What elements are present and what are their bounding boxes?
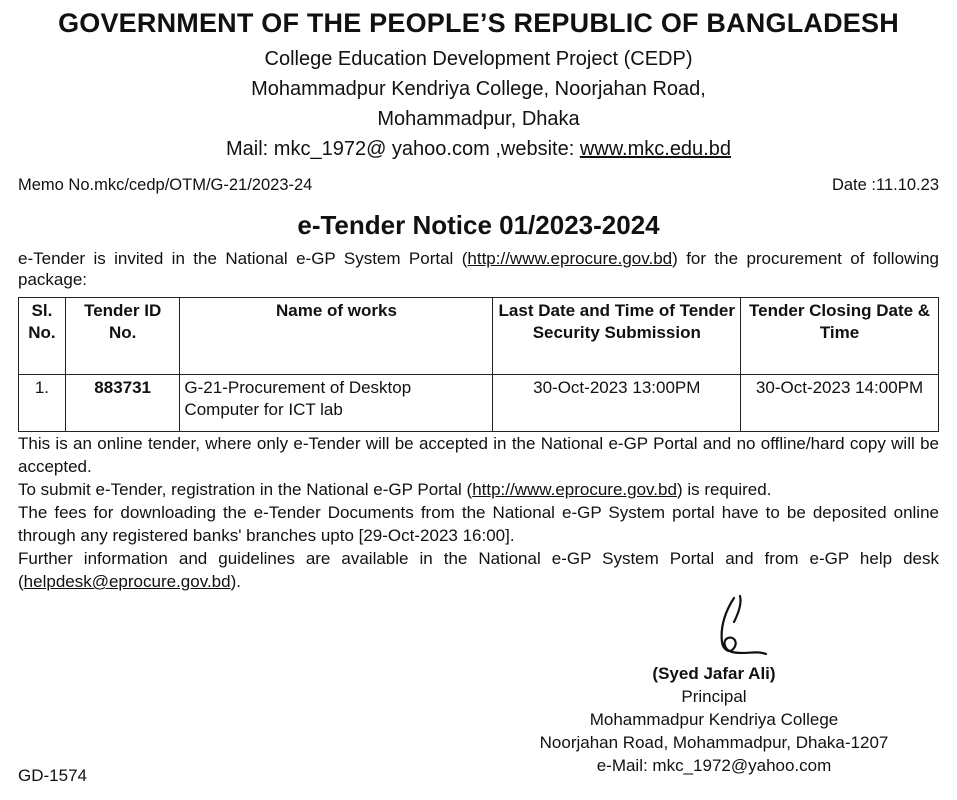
signatory-address: Noorjahan Road, Mohammadpur, Dhaka-1207 xyxy=(539,733,889,752)
instructions xyxy=(18,432,939,593)
cell-tender-id: 883731 xyxy=(65,375,180,432)
header-sl: Sl. No. xyxy=(19,298,66,375)
government-title: GOVERNMENT OF THE PEOPLE’S REPUBLIC OF BANGLADESH xyxy=(58,8,899,38)
gd-code: GD-1574 xyxy=(18,766,87,785)
notice-title: e-Tender Notice 01/2023-2024 xyxy=(297,210,660,240)
instruction-helpdesk: Further information and guidelines are available in the National e-GP System Portal and from e-GP help desk (helpdesk@eprocure.gov.bd). xyxy=(18,549,939,591)
header-security-deadline: Last Date and Time of Tender Security Submission xyxy=(493,298,741,375)
tender-table xyxy=(18,297,939,432)
memo-date: Date :11.10.23 xyxy=(831,176,939,194)
project-name: College Education Development Project (CEDP) xyxy=(264,48,693,70)
eprocure-link[interactable]: http://www.eprocure.gov.bd xyxy=(467,249,673,268)
eprocure-link-2[interactable]: http://www.eprocure.gov.bd xyxy=(472,480,677,499)
header-closing: Tender Closing Date & Time xyxy=(741,298,939,375)
instruction-registration: To submit e-Tender, registration in the National e-GP Portal (http://www.eprocure.gov.bd) is required. xyxy=(18,480,772,499)
signatory-name: (Syed Jafar Ali) xyxy=(652,664,776,683)
signatory-email: e-Mail: mkc_1972@yahoo.com xyxy=(596,756,832,775)
cell-name-of-works: G-21-Procurement of Desktop Computer for ICT lab xyxy=(180,375,493,432)
intro-paragraph xyxy=(18,248,939,290)
contact-line xyxy=(14,138,943,161)
header-tender-id: Tender ID No. xyxy=(65,298,180,375)
college-address-line: Mohammadpur Kendriya College, Noorjahan Road, xyxy=(251,78,706,100)
intro-text-end: ) for the procurement of following package: xyxy=(18,249,939,289)
header-name-of-works: Name of works xyxy=(180,298,493,375)
signatory-title: Principal xyxy=(681,687,747,706)
cell-closing: 30-Oct-2023 14:00PM xyxy=(741,375,939,432)
instruction-fees: The fees for downloading the e-Tender Documents from the National e-GP System portal have to be deposited online through any registered banks' branches upto [29-Oct-2023 16:00]. xyxy=(18,503,939,545)
cell-sl: 1. xyxy=(19,375,66,432)
cell-security-deadline: 30-Oct-2023 13:00PM xyxy=(493,375,741,432)
helpdesk-email-link[interactable]: helpdesk@eprocure.gov.bd xyxy=(23,572,231,591)
website-link[interactable]: www.mkc.edu.bd xyxy=(579,138,731,160)
tender-notice-document xyxy=(14,0,943,800)
city-line: Mohammadpur, Dhaka xyxy=(377,108,580,130)
instruction-online-only: This is an online tender, where only e-Tender will be accepted in the National e-GP Portal and no offline/hard copy will be accepted. xyxy=(18,434,939,476)
handwritten-signature xyxy=(704,592,784,662)
mail-text: Mail: mkc_1972@ yahoo.com ,website: xyxy=(226,138,580,160)
signature-block xyxy=(484,662,944,777)
intro-text-start: e-Tender is invited in the National e-GP System Portal ( xyxy=(18,249,468,268)
table-row xyxy=(19,375,939,432)
signatory-college: Mohammadpur Kendriya College xyxy=(589,710,839,729)
memo-number: Memo No.mkc/cedp/OTM/G-21/2023-24 xyxy=(18,176,313,194)
table-header-row xyxy=(19,298,939,375)
